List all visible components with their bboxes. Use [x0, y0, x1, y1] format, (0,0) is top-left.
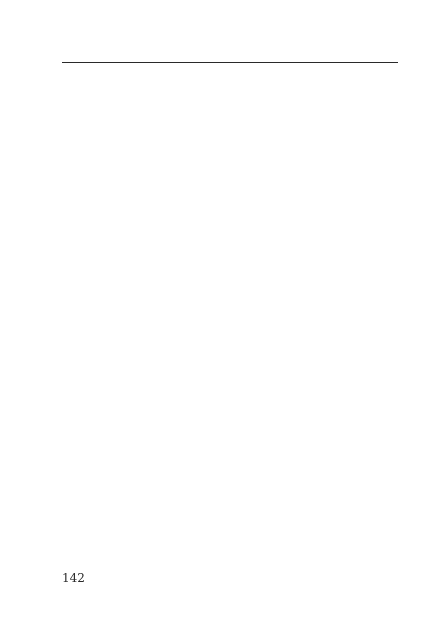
body-text [58, 68, 402, 568]
top-rule [62, 62, 398, 63]
page-number: 142 [62, 571, 85, 585]
